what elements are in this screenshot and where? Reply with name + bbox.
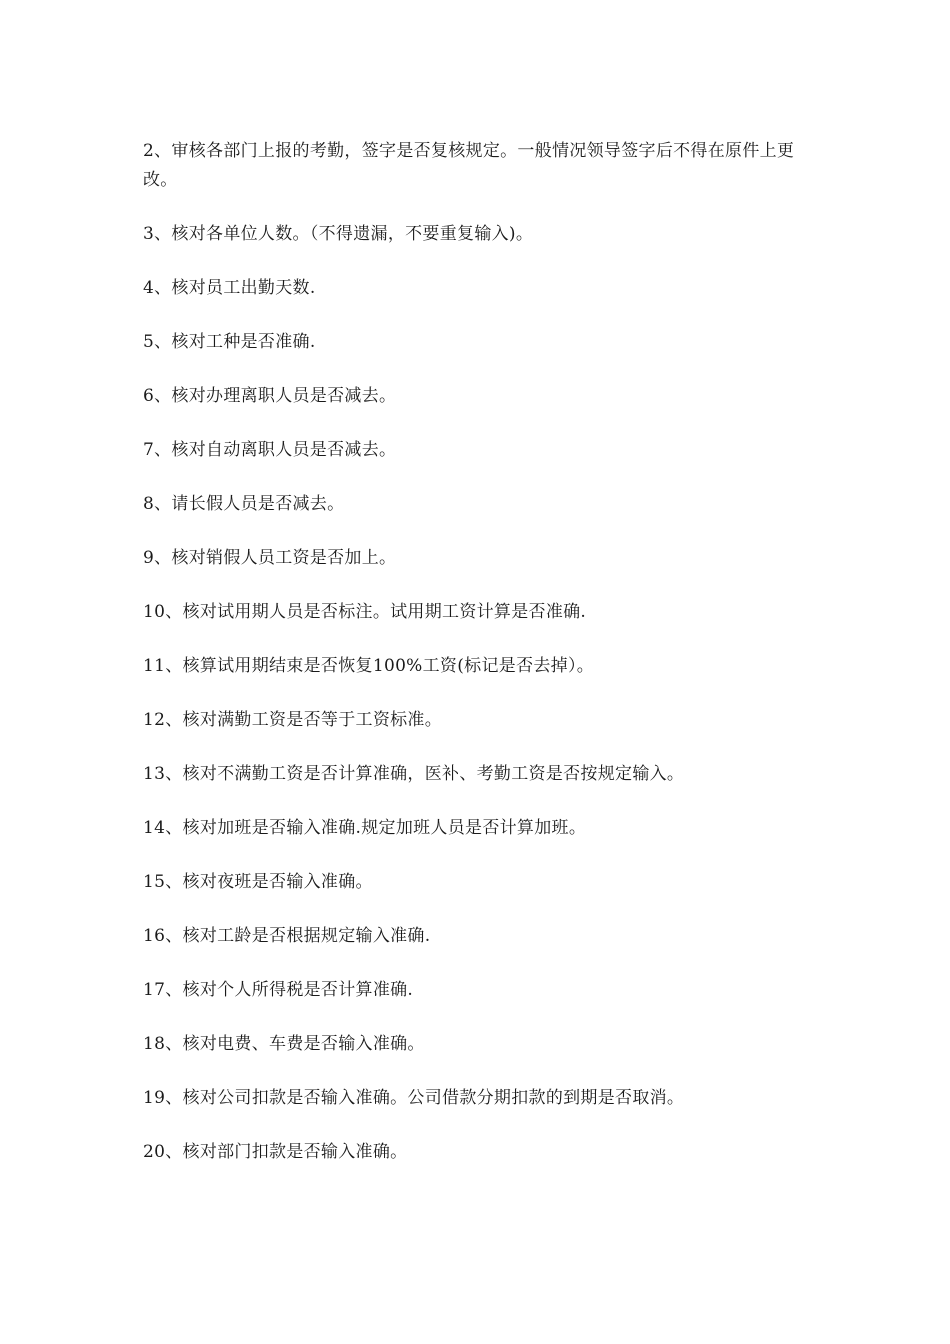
checklist-item: 10、核对试用期人员是否标注。试用期工资计算是否准确. — [143, 602, 587, 622]
checklist-item: 19、核对公司扣款是否输入准确。公司借款分期扣款的到期是否取消。 — [143, 1088, 685, 1108]
checklist-item: 2、审核各部门上报的考勤，签字是否复核规定。一般情况领导签字后不得在原件上更改。 — [143, 141, 795, 190]
checklist-item: 6、核对办理离职人员是否减去。 — [143, 386, 397, 406]
checklist-item: 11、核算试用期结束是否恢复100%工资(标记是否去掉）。 — [143, 656, 595, 676]
checklist-item: 20、核对部门扣款是否输入准确。 — [143, 1142, 408, 1162]
checklist-item: 8、请长假人员是否减去。 — [143, 494, 345, 514]
checklist-item: 7、核对自动离职人员是否减去。 — [143, 440, 397, 460]
checklist-item: 13、核对不满勤工资是否计算准确，医补、考勤工资是否按规定输入。 — [143, 764, 685, 784]
checklist — [143, 137, 813, 1192]
checklist-item: 12、核对满勤工资是否等于工资标准。 — [143, 710, 443, 730]
checklist-item: 5、核对工种是否准确. — [143, 332, 316, 352]
checklist-item: 9、核对销假人员工资是否加上。 — [143, 548, 397, 568]
checklist-item: 3、核对各单位人数。（不得遗漏，不要重复输入)。 — [143, 224, 534, 244]
checklist-item: 14、核对加班是否输入准确.规定加班人员是否计算加班。 — [143, 818, 587, 838]
checklist-item: 17、核对个人所得税是否计算准确. — [143, 980, 414, 1000]
checklist-item: 16、核对工龄是否根据规定输入准确. — [143, 926, 431, 946]
checklist-item: 18、核对电费、车费是否输入准确。 — [143, 1034, 425, 1054]
checklist-item: 15、核对夜班是否输入准确。 — [143, 872, 373, 892]
checklist-item: 4、核对员工出勤天数. — [143, 278, 316, 298]
